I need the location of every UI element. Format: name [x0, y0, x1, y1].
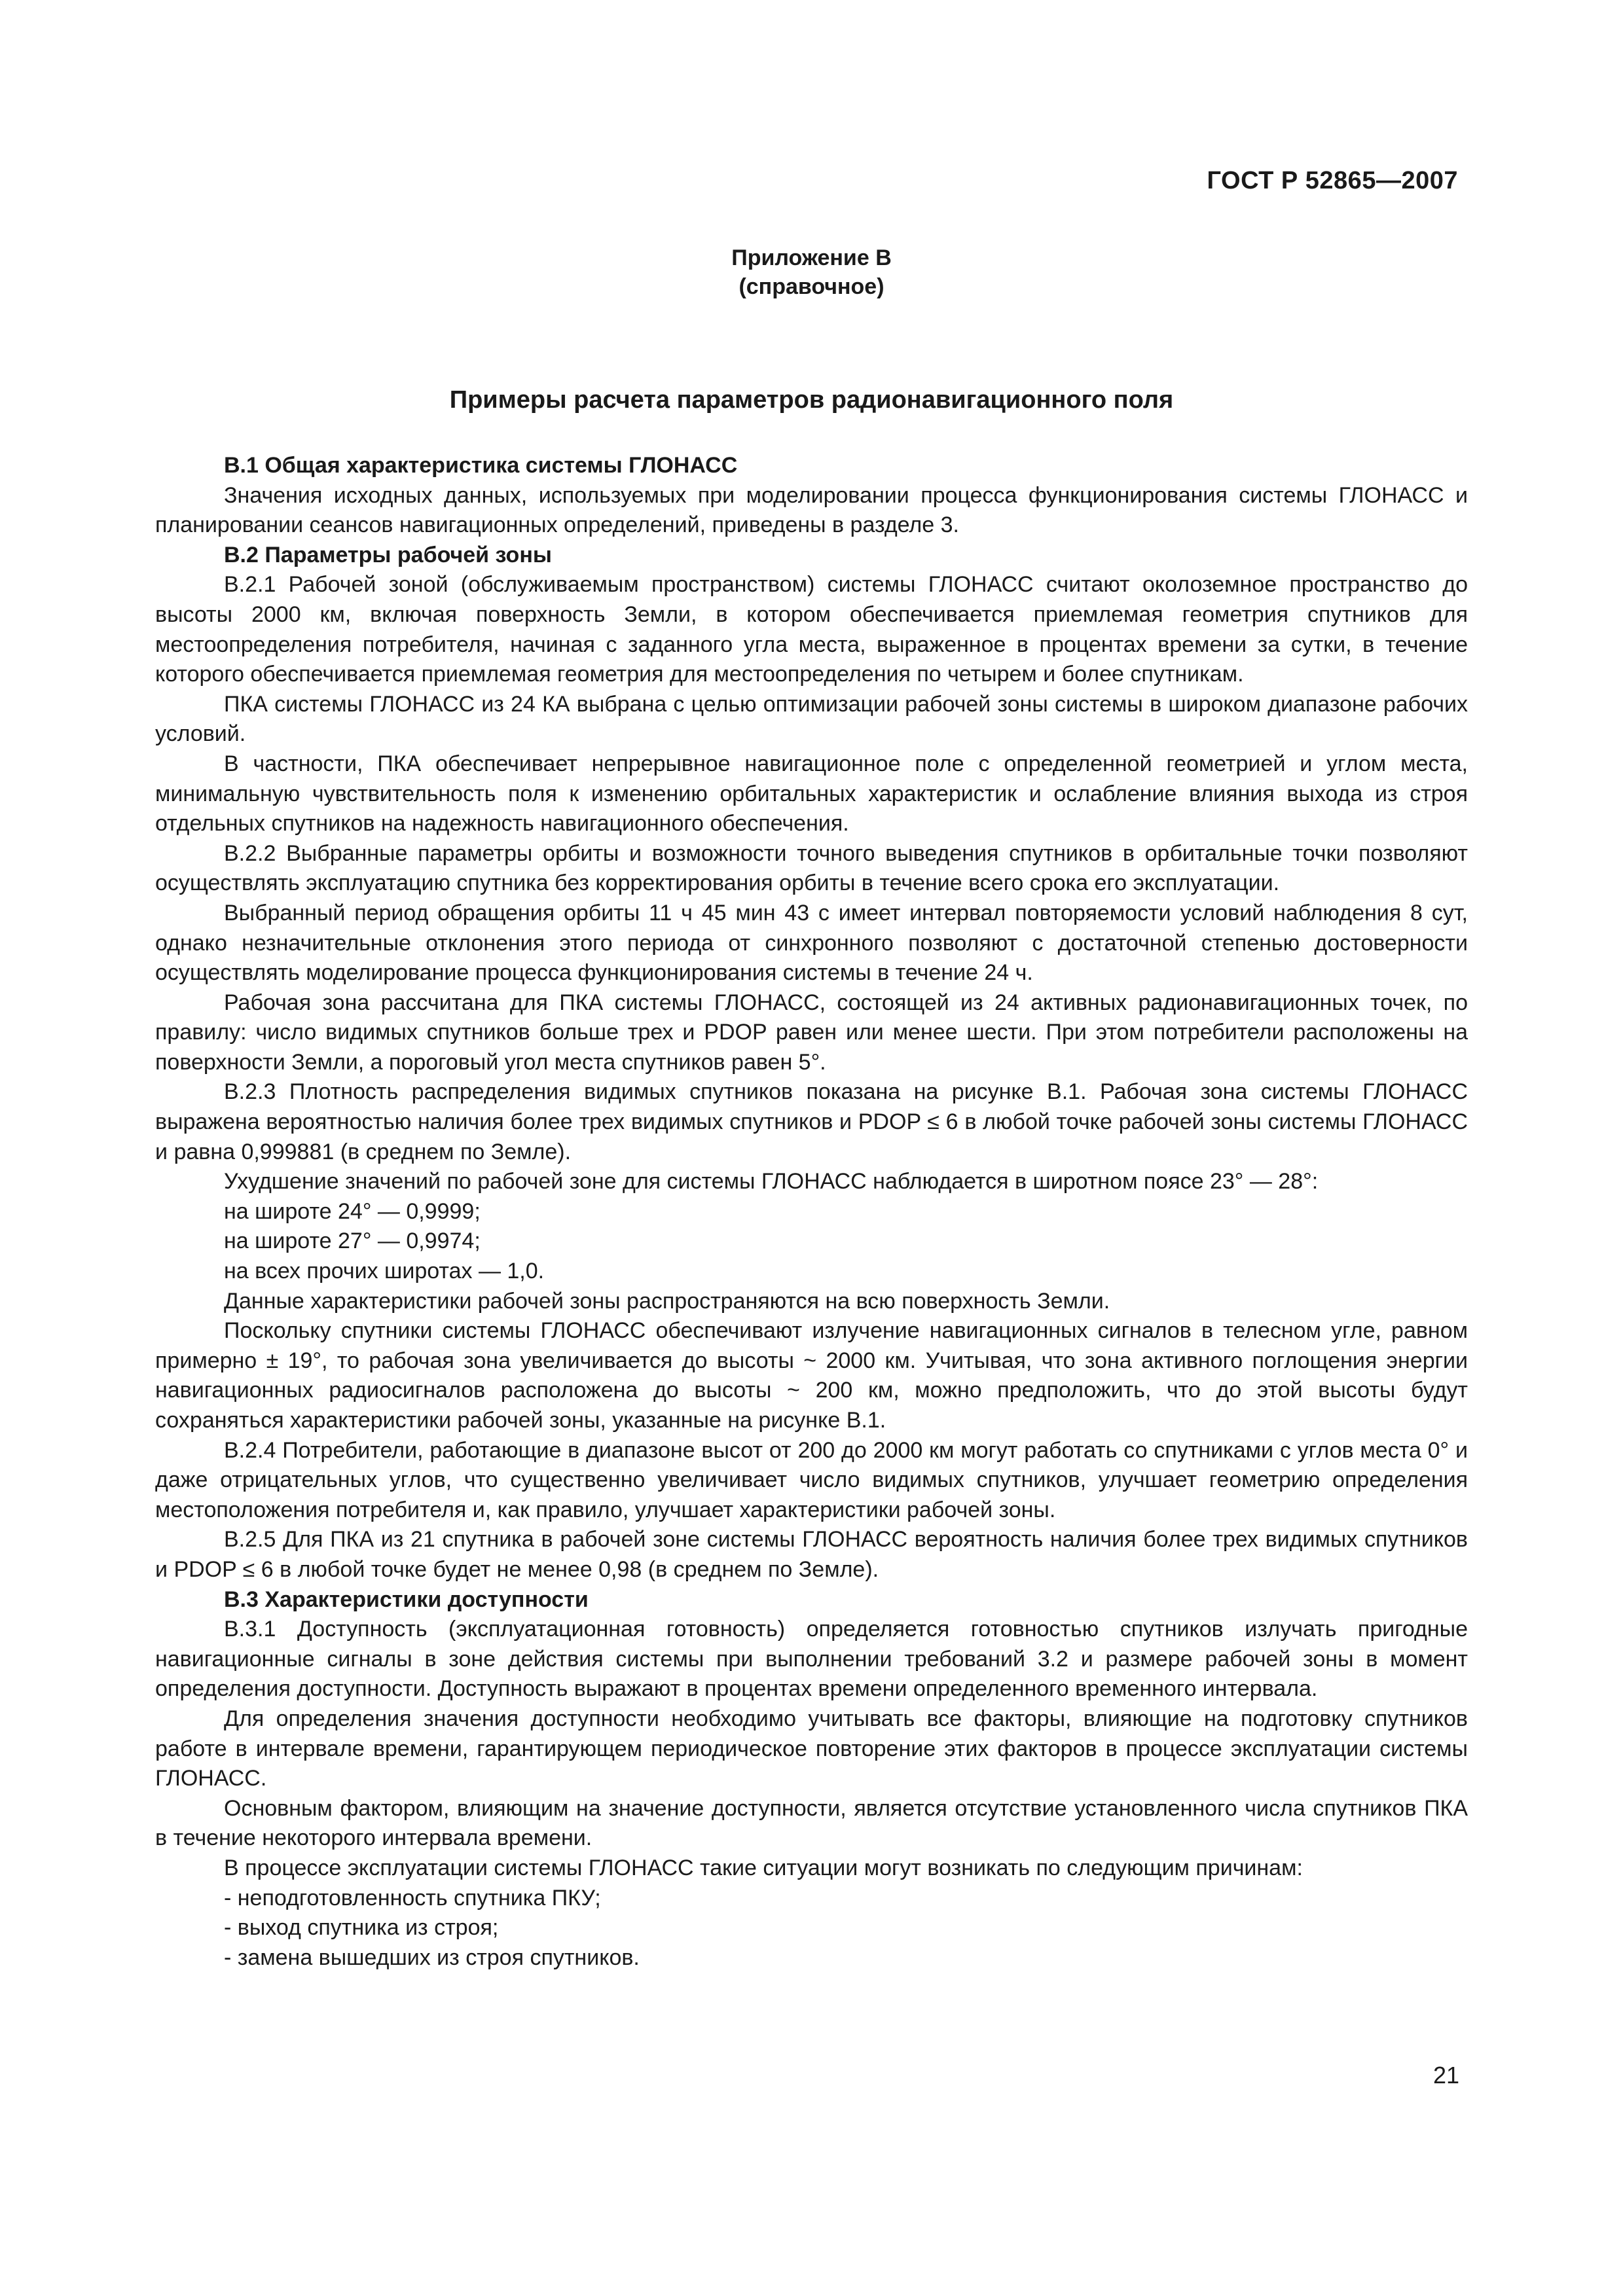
paragraph: ПКА системы ГЛОНАСС из 24 КА выбрана с целью оптимизации рабочей зоны системы в широком диапазоне рабочих условий. — [155, 691, 1468, 747]
section-heading: В.2 Параметры рабочей зоны — [224, 542, 552, 567]
document-body — [155, 451, 1468, 1973]
paragraph: В процессе эксплуатации системы ГЛОНАСС такие ситуации могут возникать по следующим причинам: — [224, 1855, 1303, 1880]
paragraph: Рабочая зона рассчитана для ПКА системы ГЛОНАСС, состоящей из 24 активных радионавигационных точек, по правилу: число видимых спутников больше трех и PDOP равен или менее шести. При этом потребители расположены на поверхности Земли, а пороговый угол места спутников равен 5°. — [155, 990, 1468, 1075]
paragraph: В.2.2 Выбранные параметры орбиты и возможности точного выведения спутников в орбитальные точки позволяют осуществлять эксплуатацию спутника без корректирования орбиты в течение всего срока его эксплуатации. — [155, 840, 1468, 896]
page-title: Примеры расчета параметров радионавигационного поля — [449, 386, 1174, 414]
list-item: - замена вышедших из строя спутников. — [224, 1945, 640, 1970]
paragraph: Значения исходных данных, используемых при моделировании процесса функционирования системы ГЛОНАСС и планировании сеансов навигационных определений, приведены в разделе 3. — [155, 482, 1468, 538]
paragraph: В.2.4 Потребители, работающие в диапазоне высот от 200 до 2000 км могут работать со спутниками с углов места 0° и даже отрицательных углов, что существенно увеличивает число видимых спутников, улучшает геометрию определения местоположения потребителя и, как правило, улучшает характеристики рабочей зоны. — [155, 1437, 1468, 1522]
page-number: 21 — [1432, 2062, 1459, 2089]
paragraph: Данные характеристики рабочей зоны распространяются на всю поверхность Земли. — [224, 1288, 1110, 1314]
section-heading: В.3 Характеристики доступности — [224, 1587, 589, 1612]
paragraph: Выбранный период обращения орбиты 11 ч 45 мин 43 с имеет интервал повторяемости условий наблюдения 8 сут, однако незначительные отклонения этого периода от синхронного позволяют с достаточной степенью достоверности осуществлять моделирование процесса функционирования системы в течение 24 ч. — [155, 900, 1468, 986]
list-item: на всех прочих широтах — 1,0. — [224, 1259, 545, 1284]
paragraph: Поскольку спутники системы ГЛОНАСС обеспечивают излучение навигационных сигналов в телесном угле, равном примерно ± 19°, то рабочая зона увеличивается до высоты ~ 2000 км. Учитывая, что зона активного поглощения энергии навигационных радиосигналов расположена до высоты ~ 200 км, можно предположить, что до этой высоты будут сохраняться характеристики рабочей зоны, указанные на рисунке В.1. — [155, 1318, 1468, 1433]
section-heading: В.1 Общая характеристика системы ГЛОНАСС — [224, 453, 738, 478]
paragraph: В.2.5 Для ПКА из 21 спутника в рабочей зоне системы ГЛОНАСС вероятность наличия более трех видимых спутников и PDOP ≤ 6 в любой точке будет не менее 0,98 (в среднем по Земле). — [155, 1527, 1468, 1582]
list-item: - выход спутника из строя; — [224, 1915, 499, 1941]
paragraph: В.3.1 Доступность (эксплуатационная готовность) определяется готовностью спутников излучать пригодные навигационные сигналы в зоне действия системы при выполнении требований 3.2 и размере рабочей зоны в момент определения доступности. Доступность выражают в процентах времени определенного временного интервала. — [155, 1617, 1468, 1702]
paragraph: В частности, ПКА обеспечивает непрерывное навигационное поле с определенной геометрией и углом места, минимальную чувствительность поля к изменению орбитальных характеристик и ослабление влияния выхода из строя отдельных спутников на надежность навигационного обеспечения. — [155, 751, 1468, 836]
appendix-note: (справочное) — [739, 274, 884, 299]
document-code: ГОСТ Р 52865—2007 — [1207, 167, 1458, 194]
paragraph: Ухудшение значений по рабочей зоне для системы ГЛОНАСС наблюдается в широтном поясе 23° — 28°: — [224, 1169, 1319, 1194]
list-item: на широте 24° — 0,9999; — [224, 1198, 481, 1224]
list-item: на широте 27° — 0,9974; — [224, 1229, 481, 1254]
paragraph: Для определения значения доступности необходимо учитывать все факторы, влияющие на подготовку спутников работе в интервале времени, гарантирующем периодическое повторение этих факторов в процессе эксплуатации системы ГЛОНАСС. — [155, 1706, 1468, 1791]
paragraph: В.2.3 Плотность распределения видимых спутников показана на рисунке В.1. Рабочая зона системы ГЛОНАСС выражена вероятностью наличия более трех видимых спутников и PDOP ≤ 6 в любой точке рабочей зоны системы ГЛОНАСС и равна 0,999881 (в среднем по Земле). — [155, 1079, 1468, 1164]
paragraph: В.2.1 Рабочей зоной (обслуживаемым пространством) системы ГЛОНАСС считают околоземное пространство до высоты 2000 км, включая поверхность Земли, в котором обеспечивается приемлемая геометрия спутников для местоопределения потребителя, начиная с заданного угла места, выраженное в процентах времени за сутки, в течение которого обеспечивается приемлемая геометрия для местоопределения по четырем и более спутникам. — [155, 572, 1468, 687]
appendix-heading — [0, 243, 1623, 301]
appendix-label: Приложение В — [731, 245, 892, 270]
paragraph: Основным фактором, влияющим на значение доступности, является отсутствие установленного числа спутников ПКА в течение некоторого интервала времени. — [155, 1795, 1468, 1851]
list-item: - неподготовленность спутника ПКУ; — [224, 1885, 601, 1910]
